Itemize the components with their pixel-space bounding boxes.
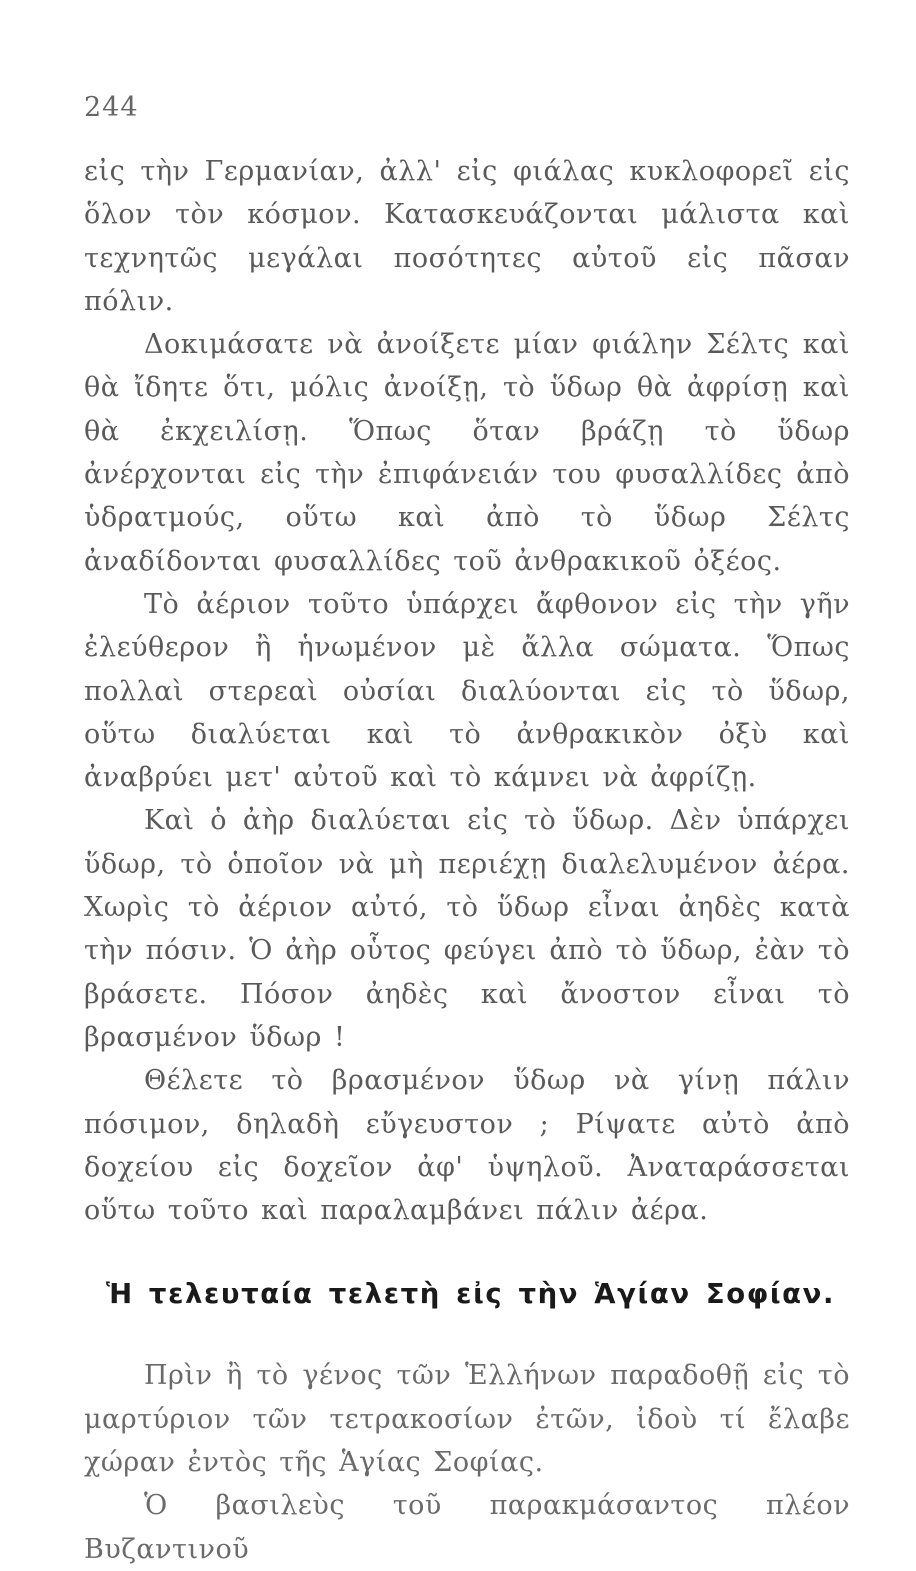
paragraph-boiled-water: Θέλετε τὸ βρασμένον ὕδωρ νὰ γίνῃ πάλιν πόσιμον, δηλαδὴ εὔγευστον ; Ρίψατε αὐτὸ ἀπὸ δοχείου εἰς δοχεῖον ἀφ' ὑψηλοῦ. Ἀναταράσσεται οὕτω τοῦτο καὶ παραλαμβάνει πάλιν ἀέρα.	[84, 1065, 850, 1227]
paragraph-seltz-bottle: Δοκιμάσατε νὰ ἀνοίξετε μίαν φιάλην Σέλτς καὶ θὰ ἴδητε ὅτι, μόλις ἀνοίξῃ, τὸ ὕδωρ θὰ ἀφρίσῃ καὶ θὰ ἐκχειλίσῃ. Ὅπως ὅταν βράζῃ τὸ ὕδωρ ἀνέρχονται εἰς τὴν ἐπιφάνειάν του φυσαλλίδες ἀπὸ ὑδρατμούς, οὕτω καὶ ἀπὸ τὸ ὕδωρ Σέλτς ἀναδίδονται φυσαλλίδες τοῦ ἀνθρακικοῦ ὀξέος.	[84, 329, 850, 577]
paragraph-emperor: Ὁ βασιλεὺς τοῦ παρακμάσαντος πλέον Βυζαντινοῦ	[84, 1490, 850, 1565]
paragraph-dissolved-air: Καὶ ὁ ἀὴρ διαλύεται εἰς τὸ ὕδωρ. Δὲν ὑπάρχει ὕδωρ, τὸ ὁποῖον νὰ μὴ περιέχῃ διαλελυμένον ἀέρα. Χωρὶς τὸ ἀέριον αὐτό, τὸ ὕδωρ εἶναι ἀηδὲς κατὰ τὴν πόσιν. Ὁ ἀὴρ οὗτος φεύγει ἀπὸ τὸ ὕδωρ, ἐὰν τὸ βράσετε. Πόσον ἀηδὲς καὶ ἄνοστον εἶναι τὸ βρασμένον ὕδωρ !	[84, 805, 850, 1053]
section-hagia-sophia	[84, 1354, 850, 1570]
body-text	[84, 150, 850, 1571]
section-heading: Ἡ τελευταία τελετὴ εἰς τὴν Ἁγίαν Σοφίαν.	[106, 1278, 835, 1311]
page-number: 244	[84, 92, 139, 123]
paragraph-continuation: εἰς τὴν Γερμανίαν, ἀλλ' εἰς φιάλας κυκλοφορεῖ εἰς ὅλον τὸν κόσμον. Κατασκευάζονται μάλιστα καὶ τεχνητῶς μεγάλαι ποσότητες αὐτοῦ εἰς πᾶσαν πόλιν.	[84, 156, 850, 317]
paragraph-carbonic-gas: Τὸ ἀέριον τοῦτο ὑπάρχει ἄφθονον εἰς τὴν γῆν ἐλεύθερον ἢ ἡνωμένον μὲ ἄλλα σώματα. Ὅπως πολλαὶ στερεαὶ οὐσίαι διαλύονται εἰς τὸ ὕδωρ, οὕτω διαλύεται καὶ τὸ ἀνθρακικὸν ὀξὺ καὶ ἀναβρύει μετ' αὐτοῦ καὶ τὸ κάμνει νὰ ἀφρίζῃ.	[84, 588, 850, 794]
paragraph-section-intro: Πρὶν ἢ τὸ γένος τῶν Ἑλλήνων παραδοθῇ εἰς τὸ μαρτύριον τῶν τετρακοσίων ἐτῶν, ἰδοὺ τί ἔλαβε χώραν ἐντὸς τῆς Ἁγίας Σοφίας.	[84, 1360, 850, 1479]
